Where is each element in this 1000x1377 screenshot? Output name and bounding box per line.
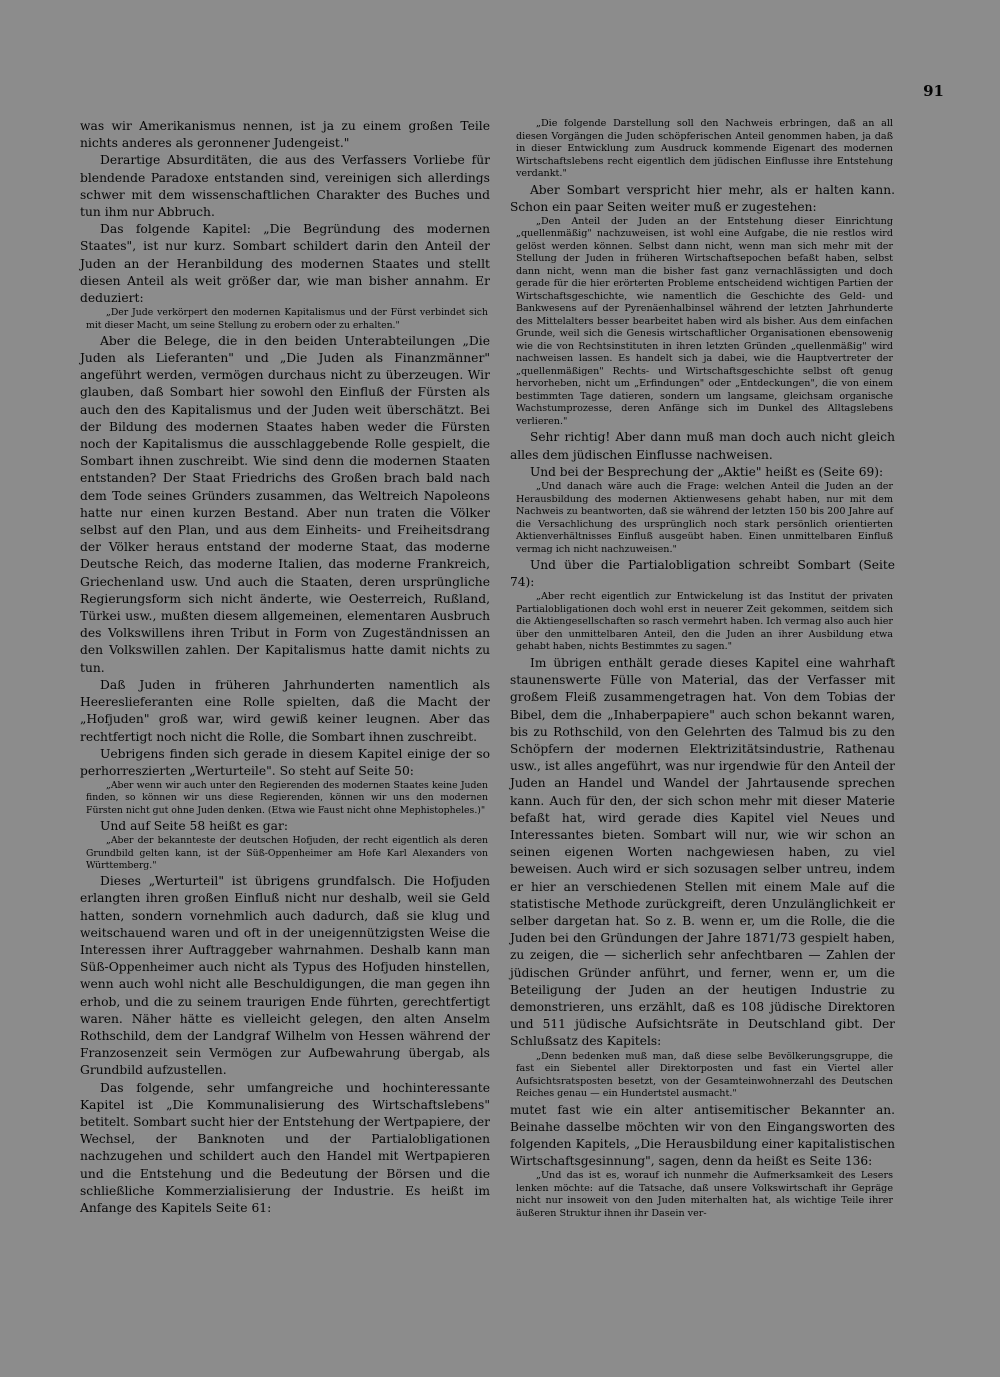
block-quote: „Aber recht eigentlich zur Entwickelung ist das Institut der privaten Partialobligationen doch wohl erst in neuerer Zeit gekommen, seitdem sich die Aktiengesellschaften so rasch vermehrt haben. Ich vermag also auch hier über den unmittelbaren Anteil, den die Juden an ihrer Ausbildung etwa gehabt haben, nichts Bestimmtes zu sagen." xyxy=(516,591,893,653)
body-paragraph: Uebrigens finden sich gerade in diesem Kapitel einige der so perhorreszierten „Werturteile". So steht auf Seite 50: xyxy=(80,746,490,778)
body-paragraph: Das folgende, sehr umfangreiche und hochinteressante Kapitel ist „Die Kommunalisierung des Wirtschaftslebens" betitelt. Sombart sucht hier der Entstehung der Wertpapiere, der Wechsel, der Banknoten und der Partialobligationen nachzugehen und schildert auch den Handel mit Wertpapieren und die Entstehung und die Bedeutung der Börsen und die schließliche Kommerzialisierung der Industrie. Es heißt im Anfange des Kapitels Seite 61: xyxy=(80,1080,490,1215)
block-quote: „Und danach wäre auch die Frage: welchen Anteil die Juden an der Herausbildung des modernen Aktienwesens gehabt haben, nur mit dem Nachweis zu beantworten, daß sie während der letzten 150 bis 200 Jahre auf die Versachlichung des ursprünglich noch stark persönlich orientierten Aktienverhältnisses Einfluß ausgeübt haben. Einen unmittelbaren Einfluß vermag ich nicht nachzuweisen." xyxy=(516,481,893,555)
body-paragraph: was wir Amerikanismus nennen, ist ja zu einem großen Teile nichts anderes als geronnener Judengeist." xyxy=(80,119,490,151)
block-quote: „Aber der bekannteste der deutschen Hofjuden, der recht eigentlich als deren Grundbild gelten kann, ist der Süß-Oppenheimer am Hofe Karl Alexanders von Württemberg." xyxy=(86,835,488,871)
body-paragraph: Dieses „Werturteil" ist übrigens grundfalsch. Die Hofjuden erlangten ihren großen Einfluß nicht nur deshalb, weil sie Geld hatten, sondern vornehmlich auch dadurch, daß sie klug und weitschauend waren und oft in der uneigennützigsten Weise die Interessen ihrer Auftraggeber wahrnahmen. Deshalb kann man Süß-Oppenheimer auch nicht als Typus des Hofjuden hinstellen, wenn auch wohl nicht alle Beschuldigungen, die man gegen ihn erhob, und die zu seinem traurigen Ende führten, gerechtfertigt waren. Näher hätte es vielleicht gelegen, den alten Anselm Rothschild, dem der Landgraf Wilhelm von Hessen während der Franzosenzeit sein Vermögen zur Aufbewahrung übergab, als Grundbild aufzustellen. xyxy=(80,874,490,1078)
page-number: 91 xyxy=(923,82,944,100)
block-quote: „Die folgende Darstellung soll den Nachweis erbringen, daß an all diesen Vorgängen die Juden schöpferischen Anteil genommen haben, ja daß in dieser Entwicklung zum Ausdruck kommende Eigenart des modernen Wirtschaftslebens recht eigentlich dem jüdischen Einflusse ihre Entstehung verdankt." xyxy=(516,118,893,179)
body-paragraph: Sehr richtig! Aber dann muß man doch auch nicht gleich alles dem jüdischen Einflusse nachweisen. xyxy=(510,430,895,462)
block-quote: „Der Jude verkörpert den modernen Kapitalismus und der Fürst verbindet sich mit dieser Macht, um seine Stellung zu erobern oder zu erhalten." xyxy=(86,307,488,331)
body-paragraph: Daß Juden in früheren Jahrhunderten namentlich als Heereslieferanten eine Rolle spielten, daß die Macht der „Hofjuden" groß war, wird gewiß keiner leugnen. Aber das rechtfertigt noch nicht die Rolle, die Sombart ihnen zuschreibt. xyxy=(80,677,490,744)
body-paragraph: Und bei der Besprechung der „Aktie" heißt es (Seite 69): xyxy=(530,464,884,479)
body-paragraph: Und über die Partialobligation schreibt Sombart (Seite 74): xyxy=(510,558,895,590)
block-quote: „Den Anteil der Juden an der Entstehung dieser Einrichtung „quellenmäßig" nachzuweisen, ist wohl eine Aufgabe, die nie restlos wird gelöst werden können. Selbst dann nicht, wenn man sich mehr mit der Stellung der Juden in früheren Wirtschaftsepochen befaßt haben, selbst dann nicht, wenn man die bisher fast ganz vernachlässigten und doch gerade für die hier erörterten Probleme entscheidend wichtigen Partien der Wirtschaftsgeschichte, wie namentlich die Geschichte des Geld- und Bankwesens auf der Pyrenäenhalbinsel während der letzten Jahrhunderte des Mittelalters besser bearbeitet haben wird als bisher. Aus dem einfachen Grunde, weil sich die Genesis wirtschaftlicher Organisationen ebensowenig wie die von Rechtsinstituten in ihren letzten Gründen „quellenmäßig" wird nachweisen lassen. Es handelt sich ja dabei, wie die Hauptvertreter der „quellenmäßigen" Rechts- und Wirtschaftsgeschichte selbst oft genug hervorheben, nicht um „Erfindungen" oder „Entdeckungen", die von einem bestimmten Tage datieren, sondern um langsame, gleichsam organische Wachstumprozesse, deren Anfänge sich im Dunkel des Alltagslebens verlieren." xyxy=(516,215,893,427)
body-paragraph: Das folgende Kapitel: „Die Begründung des modernen Staates", ist nur kurz. Sombart schildert darin den Anteil der Juden an der Heranbildung des modernen Staates und stellt diesen Anteil als weit größer dar, wie man bisher annahm. Er deduziert: xyxy=(80,222,490,306)
block-quote: „Aber wenn wir auch unter den Regierenden des modernen Staates keine Juden finden, so können wir uns diese Regierenden, können wir uns den modernen Fürsten nicht gut ohne Juden denken. (Etwa wie Faust nicht ohne Mephistopheles.)" xyxy=(86,780,488,816)
body-paragraph: mutet fast wie ein alter antisemitischer Bekannter an. Beinahe dasselbe möchten wir von den Eingangsworten des folgenden Kapitels, „Die Herausbildung einer kapitalistischen Wirtschaftsgesinnung", sagen, denn da heißt es Seite 136: xyxy=(510,1102,895,1169)
body-paragraph: Aber Sombart verspricht hier mehr, als er halten kann. Schon ein paar Seiten weiter muß er zugestehen: xyxy=(510,182,895,214)
left-column xyxy=(80,118,490,1217)
block-quote: „Und das ist es, worauf ich nunmehr die Aufmerksamkeit des Lesers lenken möchte: auf die Tatsache, daß unsere Volkswirtschaft ihr Gepräge nicht nur insoweit von den Juden miterhalten hat, als wichtige Teile ihrer äußeren Struktur ihnen ihr Dasein ver- xyxy=(516,1170,893,1219)
block-quote: „Denn bedenken muß man, daß diese selbe Bevölkerungsgruppe, die fast ein Siebentel aller Direktorposten und fast ein Viertel aller Aufsichtsratsposten besetzt, von der Gesamteinwohnerzahl des Deutschen Reiches genau — ein Hundertstel ausmacht." xyxy=(516,1050,893,1100)
right-column xyxy=(510,118,895,1221)
body-paragraph: Aber die Belege, die in den beiden Unterabteilungen „Die Juden als Lieferanten" und „Die Juden als Finanzmänner" angeführt werden, vermögen durchaus nicht zu überzeugen. Wir glauben, daß Sombart hier sowohl den Einfluß der Fürsten als auch den des Kapitalismus und der Juden weit überschätzt. Bei der Bildung des modernen Staates haben weder die Fürsten noch der Kapitalismus die ausschlaggebende Rolle gespielt, die Sombart ihnen zuschreibt. Wie sind denn die modernen Staaten entstanden? Der Staat Friedrichs des Großen brach bald nach dem Tode seines Gründers zusammen, das Weltreich Napoleons hatte nur einen kurzen Bestand. Aber nun traten die Völker selbst auf den Plan, und aus dem Einheits- und Freiheitsdrang der Völker heraus entstand der moderne Staat, das moderne Deutsche Reich, das moderne Italien, das moderne Frankreich, Griechenland usw. Und auch die Staaten, deren ursprüngliche Regierungsform sich nicht änderte, wie Oesterreich, Rußland, Türkei usw., mußten diesem allgemeinen, elementaren Ausbruch des Volkswillens ihren Tribut in Form von Zugeständnissen an den Volkswillen zahlen. Der Kapitalismus hatte damit nichts zu tun. xyxy=(80,333,490,675)
body-paragraph: Derartige Absurditäten, die aus des Verfassers Vorliebe für blendende Paradoxe entstanden sind, vereinigen sich allerdings schwer mit dem wissenschaftlichen Charakter des Buches und tun ihm nur Abbruch. xyxy=(80,153,490,220)
body-paragraph: Im übrigen enthält gerade dieses Kapitel eine wahrhaft staunenswerte Fülle von Material, das der Verfasser mit großem Fleiß zusammengetragen hat. Von dem Tobias der Bibel, dem die „Inhaberpapiere" auch schon bekannt waren, bis zu Rothschild, von den Gelehrten des Talmud bis zu den Schöpfern der modernen Elektrizitätsindustrie, Rathenau usw., ist alles angeführt, was nur irgendwie für den Anteil der Juden an Handel und Wandel der Jahrtausende sprechen kann. Auch für den, der sich schon mehr mit dieser Materie befaßt hat, wird gerade dies Kapitel viel Neues und Interessantes bieten. Sombart will nur, wie wir schon an seinen eigenen Worten nachgewiesen haben, zu viel beweisen. Auch wird er sich sozusagen selber untreu, indem er hier an verschiedenen Stellen mit einem Male auf die statistische Methode zurückgreift, deren Unzulänglichkeit er selber dargetan hat. So z. B. wenn er, um die Rolle, die die Juden bei den Gründungen der Jahre 1871/73 gespielt haben, zu zeigen, die — sicherlich sehr anfechtbaren — Zahlen der jüdischen Gründer anführt, und ferner, wenn er, um die Beteiligung der Juden an der heutigen Industrie zu demonstrieren, uns erzählt, daß es 108 jüdische Direktoren und 511 jüdische Aufsichtsräte in Deutschland gibt. Der Schlußsatz des Kapitels: xyxy=(510,655,895,1049)
body-paragraph: Und auf Seite 58 heißt es gar: xyxy=(100,819,289,833)
